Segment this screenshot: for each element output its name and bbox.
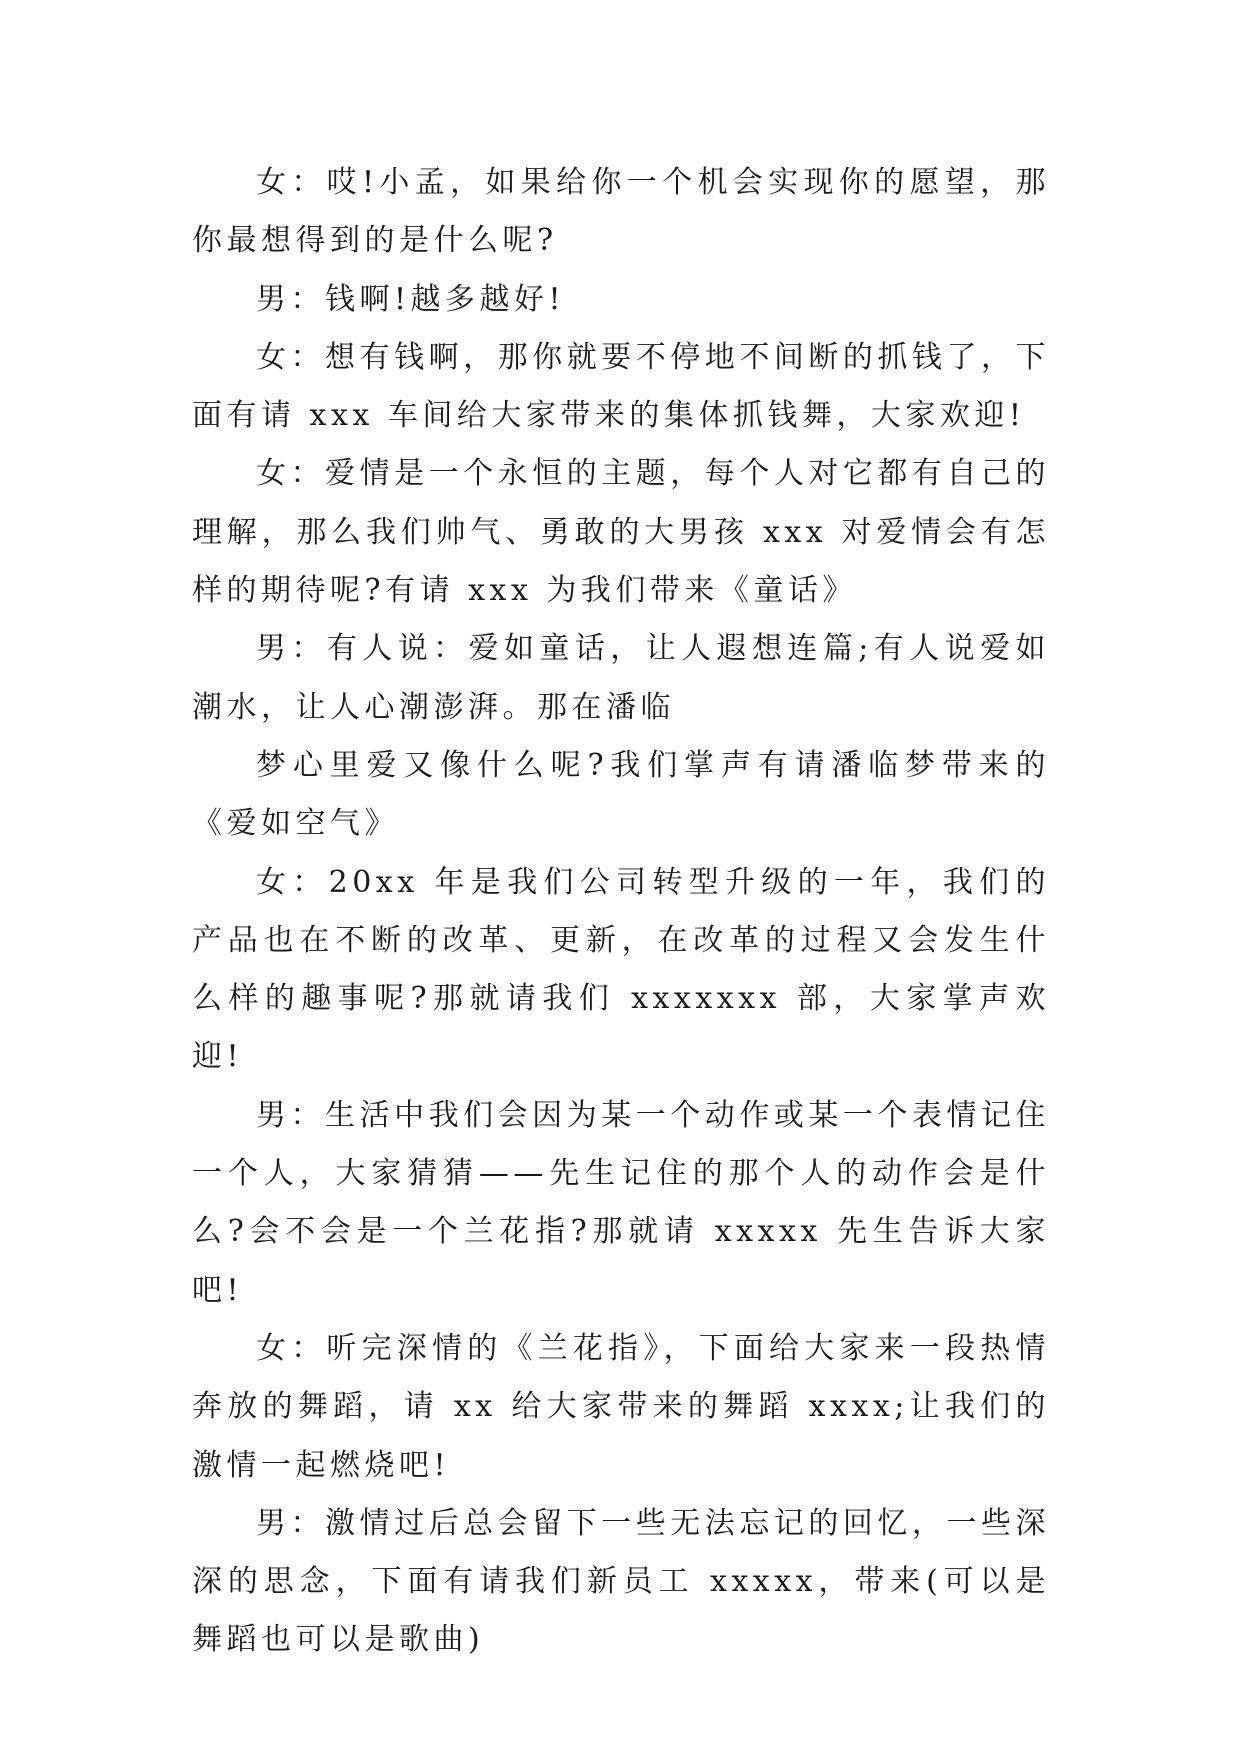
paragraph-female-wish-question: 女：哎!小孟，如果给你一个机会实现你的愿望，那你最想得到的是什么呢? <box>192 165 1050 259</box>
paragraph-male-orchid-finger-intro: 男：生活中我们会因为某一个动作或某一个表情记住一个人，大家猜猜——先生记住的那个人的动作会是什么?会不会是一个兰花指?那就请 xxxxx 先生告诉大家吧! <box>192 1097 1050 1308</box>
paragraph-male-love-quote: 男：有人说：爱如童话，让人遐想连篇;有人说爱如潮水，让人心潮澎湃。那在潘临 <box>192 631 1050 725</box>
script-body <box>192 154 1050 1670</box>
paragraph-female-dance-intro: 女：听完深情的《兰花指》，下面给大家来一段热情奔放的舞蹈，请 xx 给大家带来的舞蹈 xxxx;让我们的激情一起燃烧吧! <box>192 1330 1050 1483</box>
paragraph-female-company-year: 女：20xx 年是我们公司转型升级的一年，我们的产品也在不断的改革、更新，在改革的过程又会发生什么样的趣事呢?那就请我们 xxxxxxx 部，大家掌声欢迎! <box>192 864 1050 1075</box>
paragraph-male-money-answer: 男：钱啊!越多越好! <box>256 281 566 317</box>
paragraph-male-new-employee-intro: 男：激情过后总会留下一些无法忘记的回忆，一些深深的思念，下面有请我们新员工 xxxxx，带来(可以是舞蹈也可以是歌曲) <box>192 1505 1050 1658</box>
paragraph-female-money-dance-intro: 女：想有钱啊，那你就要不停地不间断的抓钱了，下面有请 xxx 车间给大家带来的集体抓钱舞，大家欢迎! <box>192 339 1050 434</box>
paragraph-love-like-air-intro: 梦心里爱又像什么呢?我们掌声有请潘临梦带来的《爱如空气》 <box>192 747 1050 842</box>
paragraph-female-fairy-tale-intro: 女：爱情是一个永恒的主题，每个人对它都有自己的理解，那么我们帅气、勇敢的大男孩 xxx 对爱情会有怎样的期待呢?有请 xxx 为我们带来《童话》 <box>192 456 1050 609</box>
